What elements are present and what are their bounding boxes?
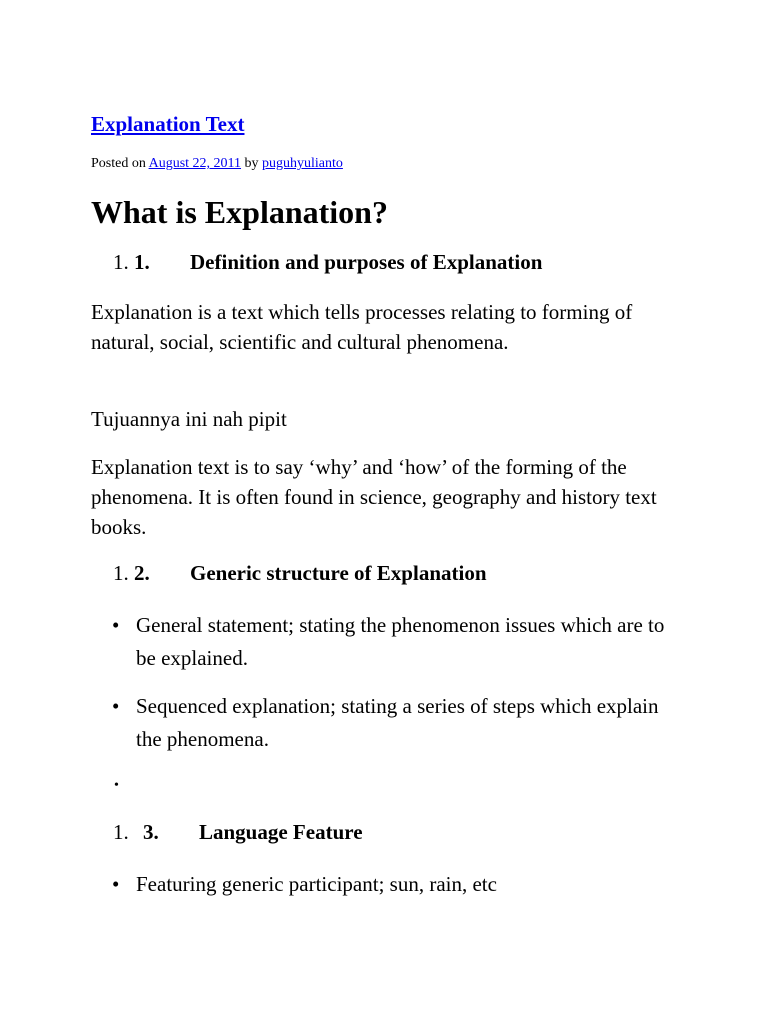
paragraph-definition: Explanation is a text which tells processes relating to forming of natural, social, scientific and cultural phenomena. xyxy=(91,300,633,354)
bullet-icon: • xyxy=(112,872,120,896)
post-title-link[interactable]: Explanation Text xyxy=(91,112,245,136)
section-heading-2 xyxy=(113,561,487,586)
post-meta xyxy=(91,156,343,172)
by-label: by xyxy=(244,156,259,171)
list-item-text: Sequenced explanation; stating a series of steps which explain the phenomena. xyxy=(136,694,659,751)
list-item xyxy=(112,609,672,675)
list-item-text: General statement; stating the phenomenon issues which are to be explained. xyxy=(136,613,665,670)
section-title: Generic structure of Explanation xyxy=(190,561,487,585)
bullet-icon: • xyxy=(112,694,120,718)
author-link[interactable]: puguhyulianto xyxy=(262,156,343,171)
bullet-icon: • xyxy=(112,613,120,637)
section-list-number: 1. xyxy=(113,561,129,585)
section-heading-3 xyxy=(113,820,363,845)
section-title: Definition and purposes of Explanation xyxy=(190,250,543,274)
list-item xyxy=(112,690,672,756)
section-number: 1. xyxy=(134,250,150,274)
main-heading: What is Explanation? xyxy=(91,194,388,230)
empty-bullet-icon: • xyxy=(114,778,119,793)
section-number: 2. xyxy=(134,561,150,585)
post-date-link[interactable]: August 22, 2011 xyxy=(148,156,242,171)
section-list-number: 1. xyxy=(113,250,129,274)
paragraph-purpose: Explanation text is to say ‘why’ and ‘how’ of the forming of the phenomena. It is often found in science, geography and history text books. xyxy=(91,455,657,539)
section-heading-1 xyxy=(113,250,542,275)
posted-on-label: Posted on xyxy=(91,156,146,171)
section-list-number: 1. xyxy=(113,820,129,844)
list-item-text: Featuring generic participant; sun, rain, etc xyxy=(136,872,497,896)
list-item xyxy=(112,868,672,901)
paragraph-tujuan: Tujuannya ini nah pipit xyxy=(91,407,287,431)
section-number: 3. xyxy=(143,820,159,844)
section-title: Language Feature xyxy=(199,820,363,844)
